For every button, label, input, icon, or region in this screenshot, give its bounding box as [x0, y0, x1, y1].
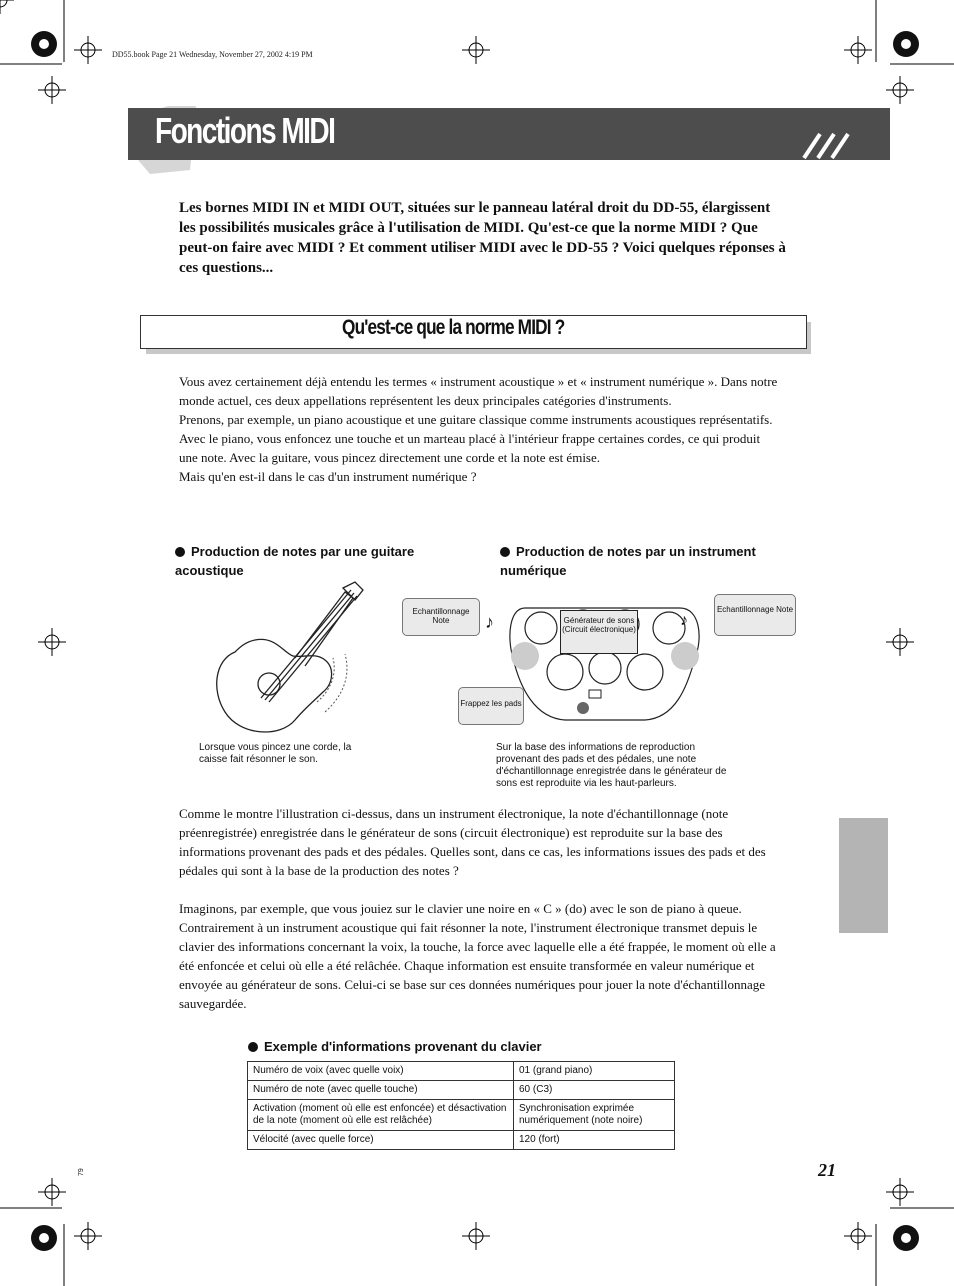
guitar-caption: Lorsque vous pincez une corde, la caisse fait résonner le son.: [199, 742, 352, 765]
paragraph: Imaginons, par exemple, que vous jouiez sur le clavier une noire en « C » (do) avec le son de piano à queue. Contrairement à un instrument acoustique qui fait résonner la note, l'instrument électronique transmet depuis le clavier des informations concernant la voix, la touche, la force avec laquelle elle a été frappée, le moment où elle a été enfoncée et celui où elle a été relâchée. Chaque information est ensuite transformée en valeur numérique et envoyée au générateur de sons. Celui-ci se base sur ces données numériques pour jouer la note d'échantillonnage sauvegardée.: [179, 901, 776, 1011]
callout-sampling-left: Echantillonnage Note: [402, 598, 480, 636]
header-meta: DD55.book Page 21 Wednesday, November 27, 2002 4:19 PM: [112, 50, 313, 59]
side-tab: [839, 818, 888, 933]
paragraph: Comme le montre l'illustration ci-dessus, dans un instrument électronique, la note d'échantillonnage (note préenregistrée) enregistrée dans le générateur de sons (circuit électronique) est reproduite sur la base des informations provenant des pads et des pédales. Quelles sont, dans ce cas, les informations issues des pads et des pédales qui sont à la base de la production des notes ?: [179, 806, 766, 878]
intro-paragraph: Les bornes MIDI IN et MIDI OUT, situées sur le panneau latéral droit du DD-55, élargissent les possibilités musicales grâce à l'utilisation de MIDI. Qu'est-ce que la norme MIDI ? Que peut-on faire avec MIDI ? Et comment utiliser MIDI avec le DD-55 ? Voici quelques réponses à ces questions...: [179, 200, 786, 276]
side-code: 79: [78, 1168, 85, 1176]
guitar-illustration: [205, 580, 370, 740]
table-row: Vélocité (avec quelle force) 120 (fort): [248, 1131, 675, 1150]
page-number: 21: [818, 1160, 836, 1180]
digital-caption: Sur la base des informations de reproduction provenant des pads et des pédales, une note d'échantillonnage enregistrée dans le générateur de sons est reproduite via les haut-parleurs.: [496, 742, 727, 789]
paragraph: Vous avez certainement déjà entendu les termes « instrument acoustique » et « instrument numérique ». Dans notre monde actuel, ces deux appellations représentent les deux principales catégories d'instruments.: [179, 374, 778, 408]
page-title: Fonctions MIDI: [155, 110, 335, 151]
bullet-icon: [248, 1042, 258, 1052]
callout-sampling-right: Echantillonnage Note: [714, 594, 796, 636]
music-note-icon: ♪: [485, 612, 494, 632]
music-note-icon: ♪: [680, 612, 688, 629]
bullet-icon: [175, 547, 185, 557]
paragraph: Mais qu'en est-il dans le cas d'un instrument numérique ?: [179, 469, 477, 484]
paragraph: Prenons, par exemple, un piano acoustique et une guitare classique comme instruments acoustiques représentatifs. Avec le piano, vous enfoncez une touche et un marteau placé à l'intérieur frappe certaines cordes, ce qui produit une note. Avec la guitare, vous pincez directement une corde et la note est émise.: [179, 412, 773, 465]
banner-stripes: [800, 132, 860, 160]
body-text-2: [179, 804, 779, 1013]
table-row: Numéro de note (avec quelle touche) 60 (C3): [248, 1081, 675, 1100]
table-heading: Exemple d'informations provenant du clavier: [248, 1037, 542, 1056]
callout-sound-generator: Générateur de sons (Circuit électronique): [560, 610, 638, 654]
keyboard-info-table: [247, 1061, 675, 1150]
digital-heading: Production de notes par un instrument numérique: [500, 544, 756, 578]
table-row: Numéro de voix (avec quelle voix) 01 (grand piano): [248, 1062, 675, 1081]
callout-pads: Frappez les pads: [458, 687, 524, 725]
guitar-heading: Production de notes par une guitare acoustique: [175, 544, 415, 578]
bullet-icon: [500, 547, 510, 557]
section-title: Qu'est-ce que la norme MIDI ?: [342, 316, 565, 339]
table-row: Activation (moment où elle est enfoncée) et désactivation de la note (moment où elle est relâchée) Synchronisation exprimée numériquement (note noire): [248, 1100, 675, 1131]
body-text-1: [179, 372, 779, 486]
